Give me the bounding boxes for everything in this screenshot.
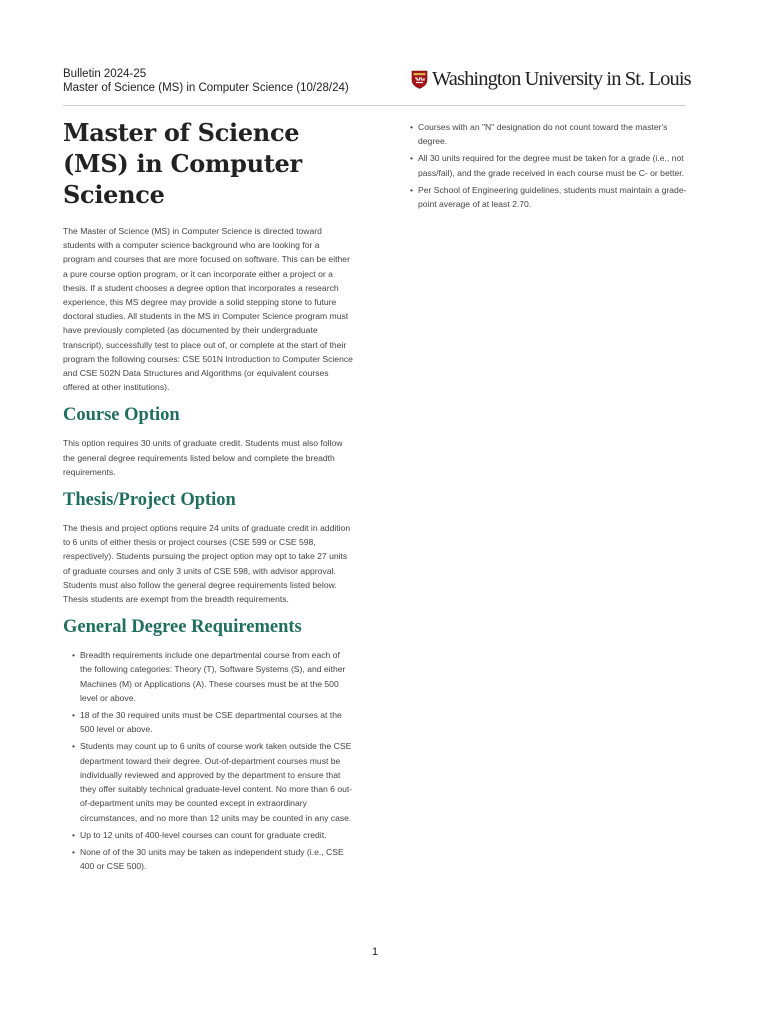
bullet-icon: • [72,829,76,840]
crest-icon [411,70,428,89]
thesis-project-option-paragraph: The thesis and project options require 24 units of graduate credit in addition to 6 units of either thesis or project courses (CSE 599 or CSE 598, respectively). Students pursuing the project option may opt to take 27 units of graduate courses and only 3 units of CSE 598, with advisor approval. Students must also follow the general degree requirements listed below. Thesis students are exempt from the breadth requirements. [63,523,351,605]
right-column [401,120,691,214]
bulletin-label: Bulletin 2024-25 [63,68,147,80]
list-item-text: None of of the 30 units may be taken as independent study (i.e., CSE 400 or CSE 500). [80,846,344,872]
bullet-icon: • [72,846,76,857]
course-option-paragraph: This option requires 30 units of graduate credit. Students must also follow the general degree requirements listed below and complete the breadth requirements. [63,438,343,477]
general-degree-requirements-heading: General Degree Requirements [63,617,302,638]
list-item-text: 18 of the 30 required units must be CSE departmental courses at the 500 level or above. [80,710,342,735]
course-option-heading: Course Option [63,405,180,426]
bullet-icon: • [410,184,414,195]
list-item-text: All 30 units required for the degree must be taken for a grade (i.e., not pass/fail), and the grade received in each course must be C- or better. [418,153,685,178]
requirements-list-continued [401,120,691,211]
program-header-line: Master of Science (MS) in Computer Science (10/28/24) [63,82,349,94]
list-item [401,151,691,179]
list-item-text: Per School of Engineering guidelines, students must maintain a grade-point average of at least 2.70. [418,184,687,210]
logo-wordmark: Washington University in St. Louis [432,68,691,90]
list-item-text: Courses with an "N" designation do not count toward the master's degree. [418,122,668,147]
list-item [63,648,353,705]
list-item [401,183,691,211]
page-number: 1 [371,946,379,958]
list-item-text: Breadth requirements include one departmental course from each of the following categories: Theory (T), Software Systems (S), and either Machines (M) or Applications (A). These courses must be at the 500 level or above. [80,650,346,703]
bullet-icon: • [410,122,414,132]
list-item-text: Up to 12 units of 400-level courses can count for graduate credit. [80,829,327,840]
list-item [63,845,353,873]
requirements-list [63,648,353,873]
thesis-project-option-heading: Thesis/Project Option [63,490,236,511]
page-header [63,67,349,95]
university-logo [411,69,691,89]
list-item [63,708,353,736]
page-title: Master of Science (MS) in Computer Science [63,118,302,209]
list-item-text: Students may count up to 6 units of course work taken outside the CSE department toward their degree. Out-of-department courses must be individually reviewed and approved by the department to ensure that they offer suitably technical graduate-level content. No more than 6 out-of-department units may be counted except in extraordinary circumstances, and no more than 12 units may be counted in any case. [80,741,353,823]
bullet-icon: • [72,741,76,752]
header-divider [63,105,686,106]
bullet-icon: • [72,650,76,661]
list-item [63,739,353,824]
bullet-icon: • [72,710,76,721]
intro-paragraph: The Master of Science (MS) in Computer Science is directed toward students with a computer science background who are looking for a program and courses that are more focused on software. This can be either a pure course option program, or it can incorporate either a project or a thesis. If a student chooses a degree option that incorporates a research experience, this MS degree may provide a solid stepping stone to future doctoral studies. All students in the MS in Computer Science program must have previously completed (as documented by their undergraduate transcript), successfully test to place out of, or complete at the start of their program the following courses: CSE 501N Introduction to Computer Science and CSE 502N Data Structures and Algorithms (or equivalent courses offered at other institutions). [63,226,353,393]
list-item [63,828,353,842]
list-item [401,120,691,148]
bullet-icon: • [410,153,414,164]
left-column [63,117,353,876]
